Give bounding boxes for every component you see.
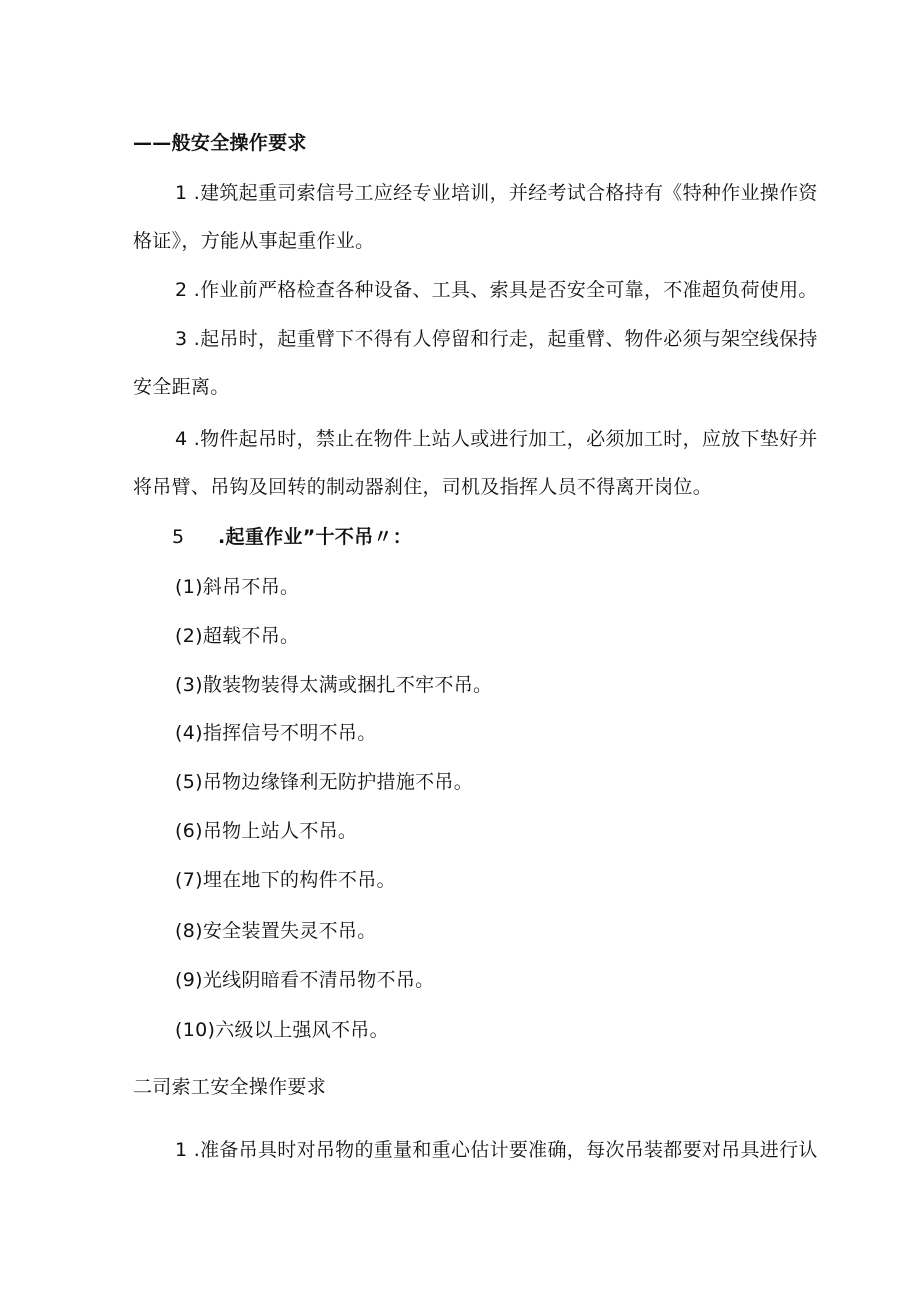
paragraph-2-line-1: 2 .作业前严格检查各种设备、工具、索具是否安全可靠，不准超负荷使用。 [175,279,818,301]
list-item: (2)超载不吊。 [175,625,300,647]
list-item: (3)散装物装得太满或捆扎不牢不吊。 [175,674,493,696]
paragraph-4-line-2: 将吊臂、吊钩及回转的制动器刹住，司机及指挥人员不得离开岗位。 [133,476,713,498]
paragraph-4-line-1: 4 .物件起吊时，禁止在物件上站人或进行加工，必须加工时，应放下垫好并 [175,428,818,450]
list-item: (8)安全装置失灵不吊。 [175,920,377,942]
paragraph-3-line-1: 3 .起吊时，起重臂下不得有人停留和行走，起重臂、物件必须与架空线保持 [175,328,818,350]
paragraph-3-line-2: 安全距离。 [133,376,230,398]
item-5-number: 5 [172,526,185,548]
list-item: (7)埋在地下的构件不吊。 [175,869,396,891]
paragraph-1-line-2: 格证》，方能从事起重作业。 [133,230,375,252]
list-item: (4)指挥信号不明不吊。 [175,722,377,744]
list-item: (1)斜吊不吊。 [175,576,300,598]
list-item: (10)六级以上强风不吊。 [175,1019,389,1041]
list-item: (9)光线阴暗看不清吊物不吊。 [175,969,435,991]
list-item: (5)吊物边缘锋利无防护措施不吊。 [175,771,474,793]
section-2-heading: 二司索工安全操作要求 [133,1076,327,1098]
paragraph-1-line-1: 1 .建筑起重司索信号工应经专业培训，并经考试合格持有《特种作业操作资 [175,182,818,204]
list-item: (6)吊物上站人不吊。 [175,820,358,842]
item-5-title: .起重作业”十不吊〃： [218,526,413,548]
section-2-paragraph-1-line-1: 1 .准备吊具时对吊物的重量和重心估计要准确，每次吊装都要对吊具进行认 [175,1139,818,1161]
section-1-heading: ——般安全操作要求 [133,132,307,154]
